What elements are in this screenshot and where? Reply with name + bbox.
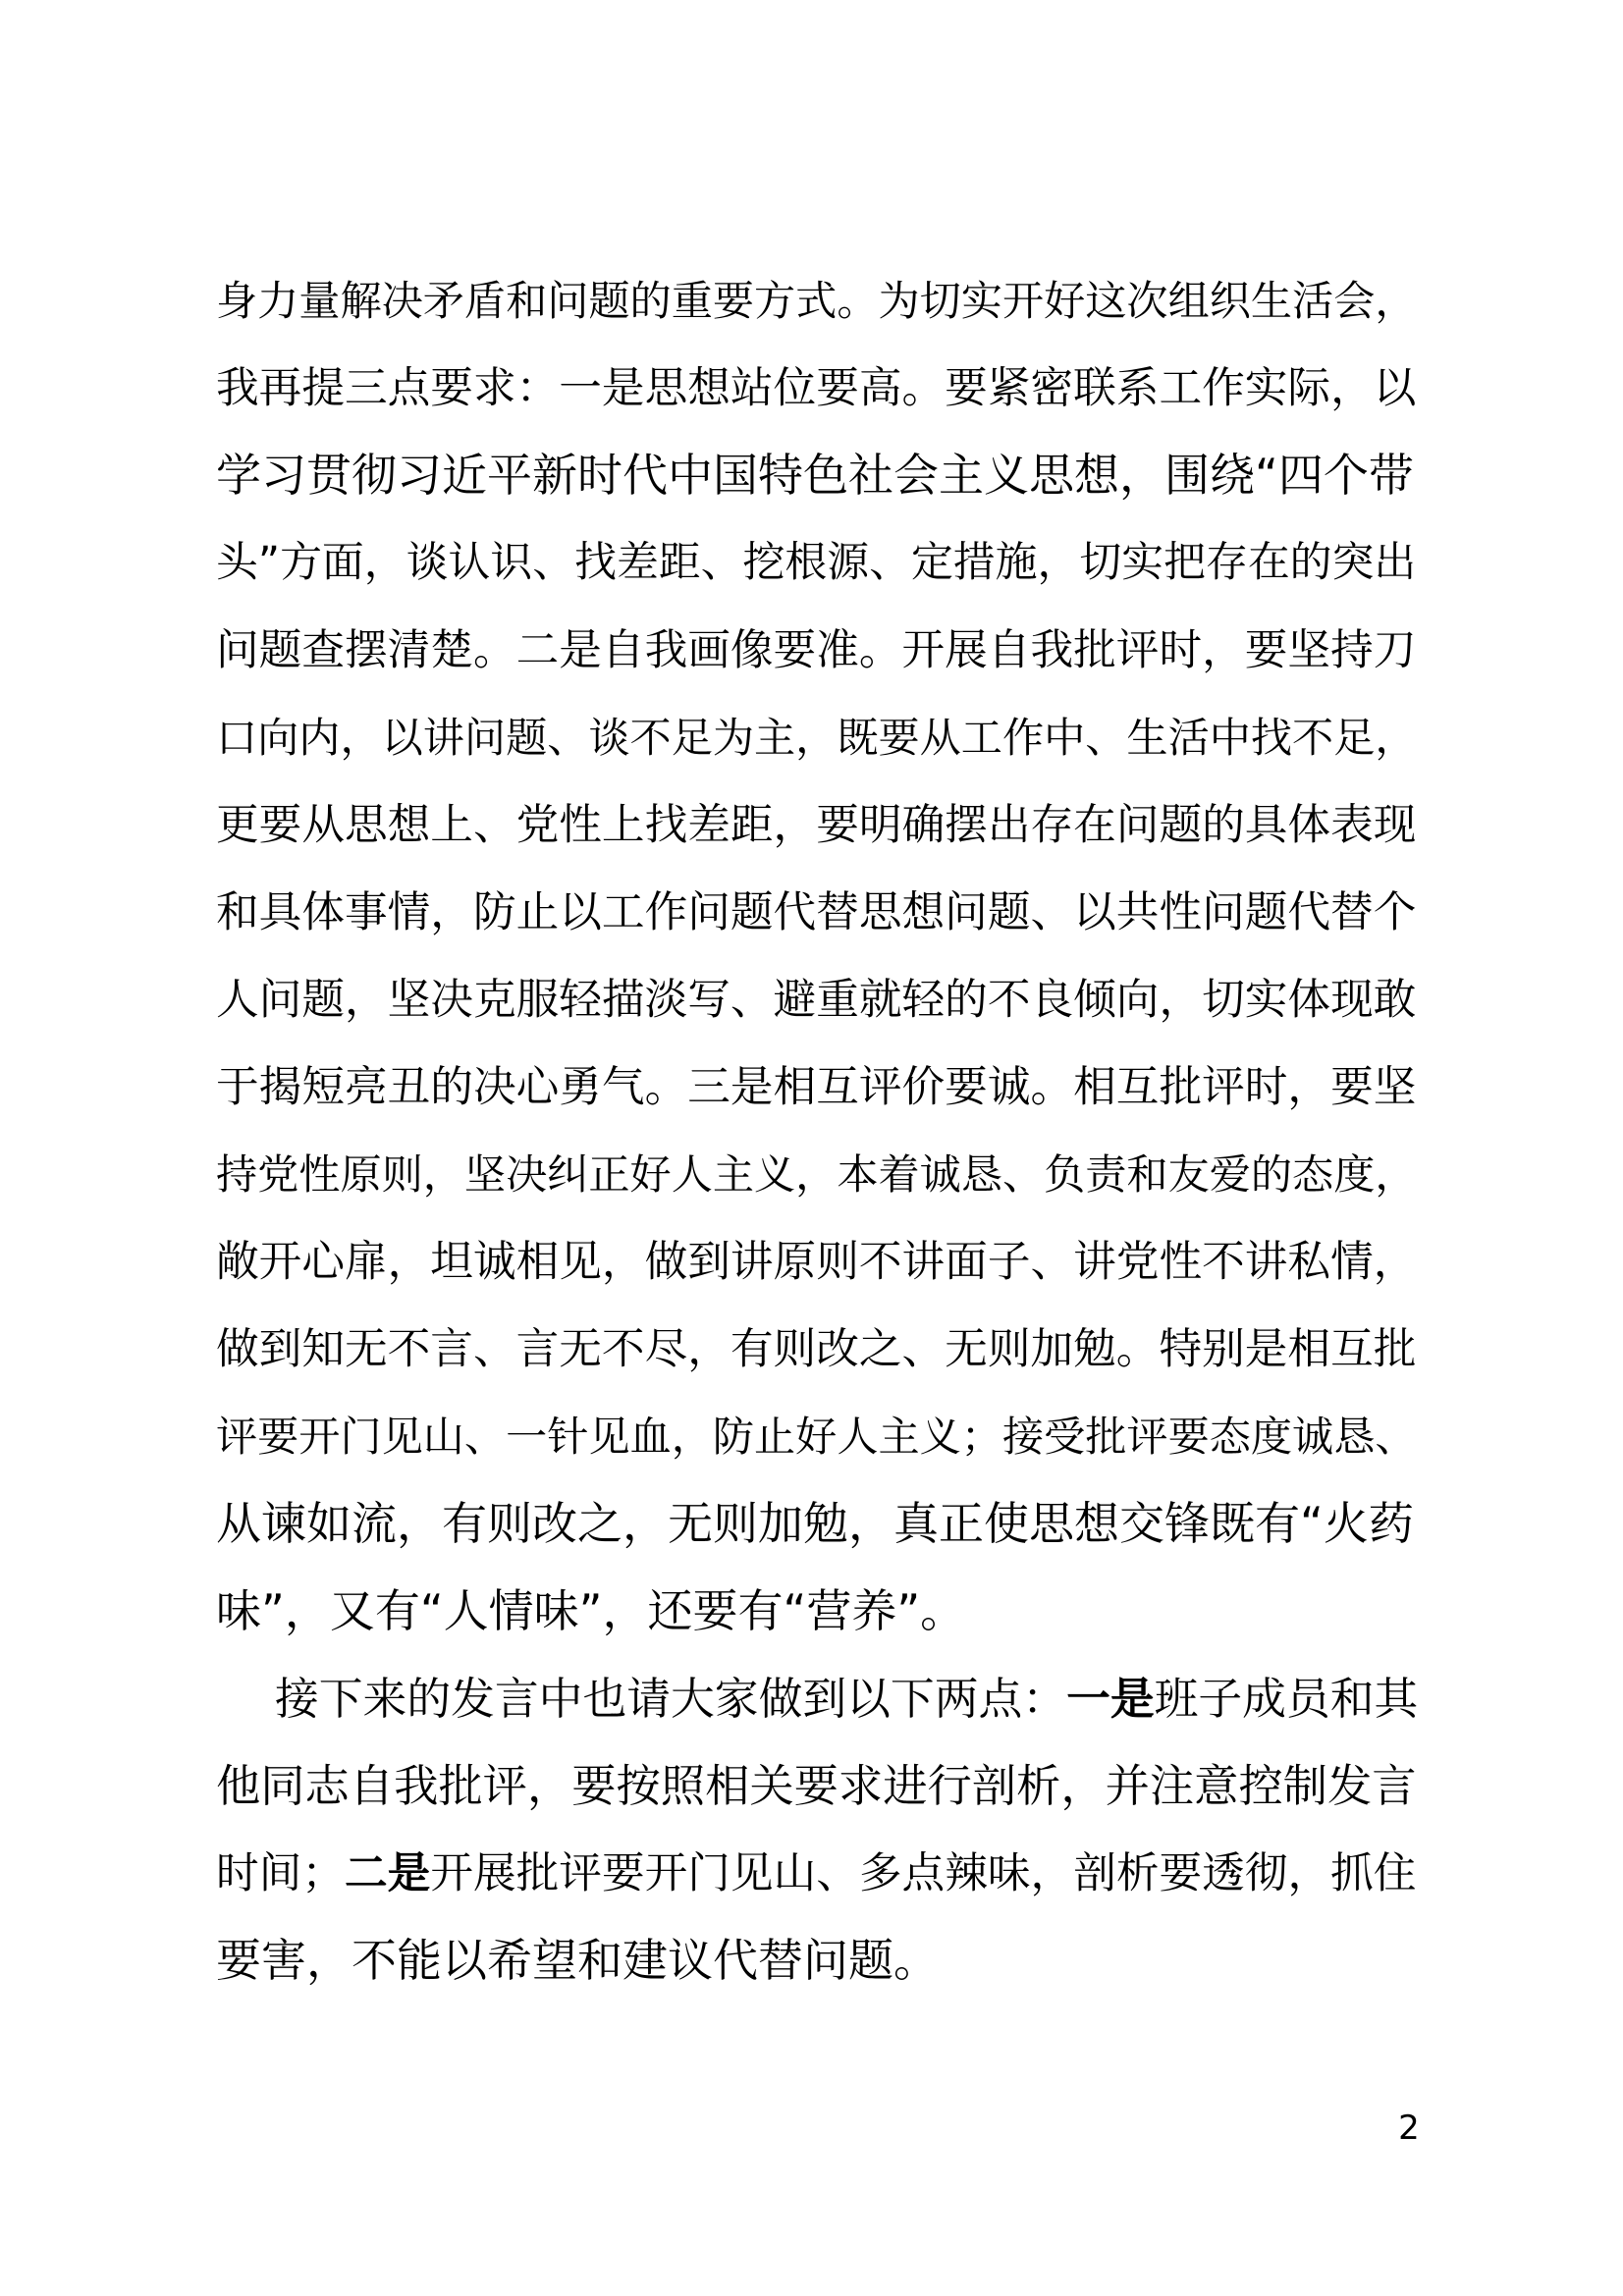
text-line: 持党性原则，坚决纠正好人主义，本着诚恳、负责和友爱的态度， xyxy=(216,1150,1417,1199)
text-line: 味”，又有“人情味”，还要有“营养”。 xyxy=(216,1584,966,1637)
text-line: 做到知无不言、言无不尽，有则改之、无则加勉。特别是相互批 xyxy=(216,1324,1417,1374)
paragraph-requirements xyxy=(216,257,1419,1655)
page-number: 2 xyxy=(1398,2109,1420,2148)
text-line: 我再提三点要求：一是思想站位要高。要紧密联系工作实际，以 xyxy=(216,363,1417,413)
paragraph-speaking-points xyxy=(216,1655,1419,2004)
text-line: 口向内，以讲问题、谈不足为主，既要从工作中、生活中找不足， xyxy=(216,714,1417,762)
bold-text-run: 二是 xyxy=(344,1848,431,1898)
text-line: 敞开心扉，坦诚相见，做到讲原则不讲面子、讲党性不讲私情， xyxy=(216,1237,1417,1287)
text-line: 头”方面，谈认识、找差距、挖根源、定措施，切实把存在的突出 xyxy=(216,538,1417,587)
text-line: 评要开门见山、一针见血，防止好人主义；接受批评要态度诚恳、 xyxy=(216,1413,1417,1461)
text-line: 更要从思想上、党性上找差距，要明确摆出存在问题的具体表现 xyxy=(216,800,1417,850)
text-line: 问题查摆清楚。二是自我画像要准。开展自我批评时，要坚持刀 xyxy=(216,625,1417,675)
body-text xyxy=(216,257,1419,2004)
text-line: 他同志自我批评，要按照相关要求进行剖析，并注意控制发言 xyxy=(216,1760,1417,1812)
text-line: 人问题，坚决克服轻描淡写、避重就轻的不良倾向，切实体现敢 xyxy=(216,975,1417,1025)
text-line: 要害，不能以希望和建议代替问题。 xyxy=(216,1934,939,1987)
text-line: 身力量解决矛盾和问题的重要方式。为切实开好这次组织生活会， xyxy=(216,277,1417,325)
text-line: 学习贯彻习近平新时代中国特色社会主义思想，围绕“四个带 xyxy=(216,449,1414,502)
text-line xyxy=(216,1655,1419,1742)
text-run: 时间； xyxy=(216,1848,345,1898)
bold-text-run: 一是 xyxy=(1066,1673,1155,1725)
text-line: 从谏如流，有则改之，无则加勉，真正使思想交锋既有“火药 xyxy=(216,1497,1414,1550)
text-run: 班子成员和其 xyxy=(1154,1673,1419,1725)
text-line: 和具体事情，防止以工作问题代替思想问题、以共性问题代替个 xyxy=(216,887,1417,937)
text-line xyxy=(216,1830,1419,1917)
text-run: 开展批评要开门见山、多点辣味，剖析要透彻，抓住 xyxy=(430,1848,1417,1898)
text-run: 接下来的发言中也请大家做到以下两点： xyxy=(275,1673,1067,1725)
text-line: 于揭短亮丑的决心勇气。三是相互评价要诚。相互批评时，要坚 xyxy=(216,1062,1417,1112)
